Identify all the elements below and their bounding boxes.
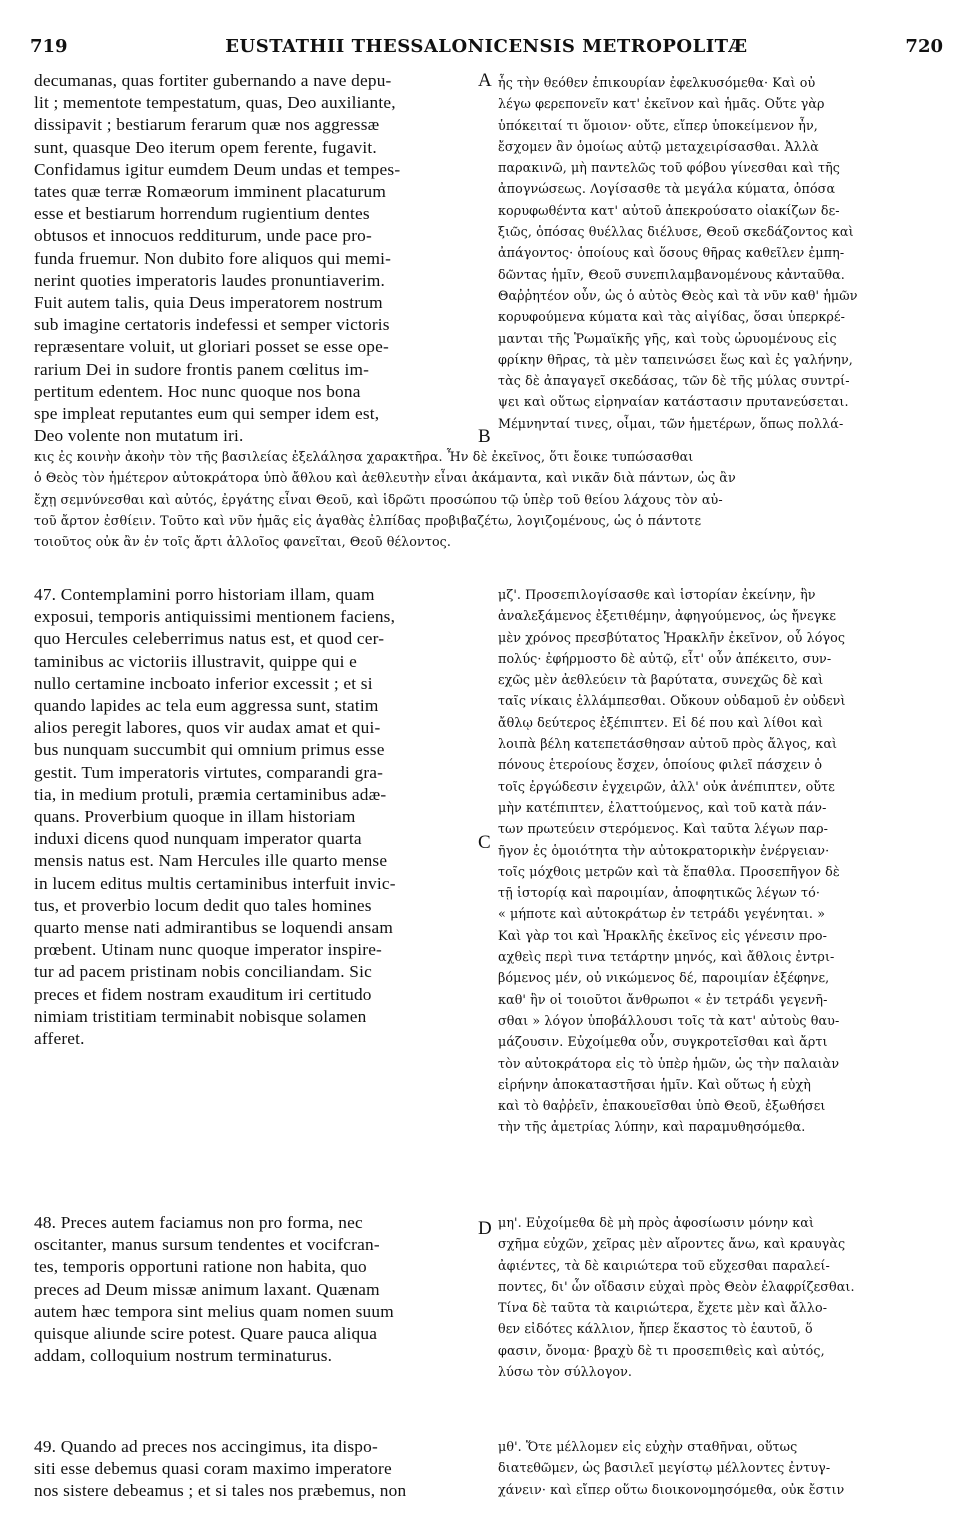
latin-column-section-1: decumanas, quas fortiter gubernando a nave depu- lit ; mementote tempestatum, quas, Deo auxiliante, dissipavit ; bestiarum ferarum quæ nos aggressæ sunt, quasque Deo iterum opem ferente, fugavit. Confidamus igitur eumdem Deum undas et tempes- tates quæ terræ Romæorum imminent placaturum esse et bestiarum horrendum rugientium dentes obtusos et innocuos redditurum, unde pace pro- funda fruemur. Non dubito fore aliquos qui memi- nerint quoties imperatoris laudes pronuntiaverim. Fuit autem talis, quia Deus imperatorem nostrum sub imagine certatoris indefessi et semper victoris repræsentare voluit, ut gloriari posset se esse ope- rarium Dei in sudore frontis panem cœlitus im- pertitum edentem. Hoc nunc quoque nos bona spe impleat reputantes eum qui semper idem est, Deo volente non mutatum iri. bbox=[34, 71, 401, 446]
greek-paragraph-47: μζ'. Προσεπιλογίσασθε καὶ ἱστορίαν ἐκείνην, ἣν ἀναλεξάμενος ἐξετιθέμην, ἀφηγούμενος, ὡς ἤνεγκε μὲν χρόνος πρεσβύτατος Ἡρακλῆν ἐκεῖνον, οὗ λόγος πολύς· ἐφήρμοστο δὲ αὐτῷ, εἶτ' οὖν ἀπέκειτο, συν- εχῶς μὲν ἀεθλεύειν τὰ βαρύτατα, συνεχῶς δὲ καὶ ταῖς νίκαις ἐλλάμπεσθαι. Οὔκουν οὐδαμοῦ ἐν οὐδενὶ ἄθλῳ δεύτερος ἐξέπιπτεν. Εἰ δέ που καὶ λίθοι καὶ λοιπὰ βέλη κατεπετάσθησαν αὐτοῦ πρὸς ἄλγος, καὶ πόνους ἑτεροίους ἔσχεν, ὁποίους φιλεῖ πάσχειν ὁ τοῖς ἐργώδεσιν ἐγχειρῶν, ἀλλ' οὐκ ἀνέπιπτεν, οὔτε μὴν κατέπιπτεν, ἐλαττούμενος, καὶ τοῦ κατὰ πάν- των πρωτεύειν στερόμενος. Καὶ ταῦτα λέγων παρ- ῆγον ἐς ὁμοιότητα τὴν αὐτοκρατορικὴν ἐνέργειαν· τοῖς μόχθοις μετρῶν καὶ τὰ ἔπαθλα. Προσεπῆγον δὲ τῇ ἱστορίᾳ καὶ παροιμίαν, ἀποφητικῶς λέγων τό· « μήποτε καὶ αὐτοκράτωρ ἐν τετράδι γεγένηται. » Καὶ γὰρ τοι καὶ Ἡρακλῆς ἐκεῖνος εἰς γένεσιν προ- αχθεὶς περὶ τινα τετάρτην μηνός, καὶ ἄθλοις ἐντρι- βόμενος μέν, οὐ νικώμενος δέ, παροιμίαν ἐξέφηνε, καθ' ἣν οἱ τοιοῦτοι ἄνθρωποι « ἐν τετράδι γεγενῆ- σθαι » λόγον ὑποβάλλουσι τοῖς τὰ κατ' αὐτοὺς θαυ- μάζουσιν. Εὐχοίμεθα οὖν, συγκροτεῖσθαι καὶ ἄρτι τὸν αὐτοκράτορα εἰς τὸ ὑπὲρ ἡμῶν, ὡς τὴν παλαιὰν εἰρήνην ἀποκαταστῆσαι ἡμῖν. Καὶ οὕτως ἡ εὐχὴ καὶ τὸ θαῤῥεῖν, ἐπακουεῖσθαι ὑπὸ Θεοῦ, ἐξωθήσει τὴν τῆς ἀμετρίας λύπην, καὶ παραμυθησόμεθα. bbox=[498, 587, 846, 1135]
running-title: EUSTATHII THESSALONICENSIS METROPOLITÆ bbox=[225, 36, 748, 57]
running-header bbox=[30, 36, 943, 60]
page-number-left: 719 bbox=[30, 36, 68, 57]
margin-marker-c: C bbox=[478, 832, 491, 853]
margin-marker-b: B bbox=[478, 426, 491, 447]
margin-marker-a: A bbox=[478, 70, 492, 91]
page-number-right: 720 bbox=[905, 36, 943, 57]
margin-marker-d: D bbox=[478, 1218, 492, 1239]
latin-paragraph-49: 49. Quando ad preces nos accingimus, ita dispo- siti esse debemus quasi coram maximo imperatore nos sistere debeamus ; et si tales nos præbemus, non bbox=[34, 1437, 407, 1501]
greek-paragraph-48: μη'. Εὐχοίμεθα δὲ μὴ πρὸς ἀφοσίωσιν μόνην καὶ σχῆμα εὐχῶν, χεῖρας μὲν αἴροντες ἄνω, καὶ κραυγὰς ἀφιέντες, τὰ δὲ καιριώτερα τοῦ εὔχεσθαι παραλεί- ποντες, δι' ὧν οἴδασιν εὐχαὶ πρὸς Θεὸν ἐλαφρίζεσθαι. Τίνα δὲ ταῦτα τὰ καιριώτερα, ἔχετε μὲν καὶ ἄλλο- θεν εἰδότες κάλλιον, ἤπερ ἕκαστος τὸ ἑαυτοῦ, ὅ φασιν, ὄνομα· βραχὺ δὲ τι προσεπιθεὶς καὶ αὐτός, λύσω τὸν σύλλογον. bbox=[498, 1215, 855, 1380]
latin-paragraph-48: 48. Preces autem faciamus non pro forma, nec oscitanter, manus sursum tendentes et vocifcran- tes, temporis opportuni ratione non habita, quo preces ad Deum missæ animum laxant. Quænam autem hæc tempora sint melius quam nomen suum quisque aliunde scire potest. Quare pauca aliqua addam, colloquium nostrum terminaturus. bbox=[34, 1213, 394, 1366]
latin-paragraph-47: 47. Contemplamini porro historiam illam, quam exposui, temporis antiquissimi mentionem faciens, quo Hercules celeberrimus natus est, et quod cer- taminibus ac victoriis illustravit, quippe qui e nullo certamine incboato inferior excessit ; et si quando lapides ac tela eum aggressa sunt, statim alios peregit labores, quos vir audax amat et qui- bus nunquam succumbit qui omnium primus esse gestit. Tum imperatoris virtutes, comparandi gra- tia, in medium protuli, præmia certaminibus adæ- quans. Proverbium quoque in illam historiam induxi dicens quod nunquam imperator quarta mensis natus est. Nam Hercules ille quarto mense in lucem editus multis certaminibus interfuit invic- tus, et proverbio locum dedit quo tales homines quarto mense nati admirantibus se loquendi ansam prœbent. Utinam nunc quoque imperator inspire- tur ad pacem pristinam nobis conciliandam. Sic preces et fidem nostram exauditum iri certitudo nimiam tristitiam terminabit nobisque solamen afferet. bbox=[34, 585, 396, 1049]
greek-paragraph-49: μθ'. Ὅτε μέλλομεν εἰς εὐχὴν σταθῆναι, οὕτως διατεθῶμεν, ὡς βασιλεῖ μεγίστῳ μέλλοντες ἐντυγ- χάνειν· καὶ εἴπερ οὕτω διοικονομησόμεθα, οὐκ ἔστιν bbox=[498, 1439, 845, 1497]
greek-full-width-continuation: κις ἐς κοινὴν ἀκοὴν τὸν τῆς βασιλείας ἐξελάλησα χαρακτῆρα. Ἦν δὲ ἐκεῖνος, ὅτι ἔοικε τυπώσασθαι ὁ Θεὸς τὸν ἡμέτερον αὐτοκράτορα ὑπὸ ἄθλου καὶ ἀεθλευτὴν εἶναι ἀκάμαντα, καὶ νικᾶν διὰ πάντων, ὡς ἂν ἔχῃ σεμνύνεσθαι καὶ αὐτός, ἐργάτης εἶναι Θεοῦ, καὶ ἱδρῶτι προσώπου τῷ ὑπὲρ τοῦ θείου λάχους τὸν αὐ- τοῦ ἄρτον ἐσθίειν. Τοῦτο καὶ νῦν ἡμᾶς εἰς ἀγαθὰς ἐλπίδας προβιβαζέτω, λογιζομένους, ὡς ὁ πάντοτε τοιοῦτος οὐκ ἂν ἐν τοῖς ἄρτι ἀλλοῖος φανεῖται, Θεοῦ θέλοντος. bbox=[34, 449, 736, 550]
greek-column-section-1: ἧς τὴν θεόθεν ἐπικουρίαν ἐφελκυσόμεθα· Καὶ οὐ λέγω φερεπονεῖν κατ' ἐκεῖνον καὶ ἡμᾶς. Οὔτε γὰρ ὑπόκειταί τι ὅμοιον· οὔτε, εἴπερ ὑποκείμενον ἦν, ἔσχομεν ἂν ὁμοίως αὐτῷ μεταχειρίσασθαι. Ἀλλὰ παρακινῶ, μὴ παντελῶς τοῦ φόβου γίνεσθαι καὶ τῆς ἀπογνώσεως. Λογίσασθε τὰ μεγάλα κύματα, ὁπόσα κορυφωθέντα κατ' αὐτοῦ ἀπεκρούσατο οἰακίζων δε- ξιῶς, ὁπόσας θυέλλας διέλυσε, Θεοῦ σκεδάζοντος καὶ ἀπάγοντος· ὁποίους καὶ ὅσους θῆρας καθεῖλεν ἐμπη- δῶντας ἡμῖν, Θεοῦ συνεπιλαμβανομένους κἀνταῦθα. Θαῤῥητέον οὖν, ὡς ὁ αὐτὸς Θεὸς καὶ τὰ νῦν καθ' ἡμῶν κορυφούμενα κύματα καὶ τὰς αἰγίδας, ὅσαι ὑπερκρέ- μανται τῆς Ῥωμαϊκῆς γῆς, καὶ τοὺς ὠρυομένους εἰς φρίκην θῆρας, τὰ μὲν ταπεινώσει ἕως καὶ ἐς γαλήνην, τὰς δὲ ἀπαγαγεῖ σκεδάσας, τῶν δὲ τῆς μύλας συντρί- ψει καὶ οὕτως εἰρηναίαν κατάστασιν πρυτανεύσεται. Μέμνηνταί τινες, οἶμαι, τῶν ἡμετέρων, ὅπως πολλά- bbox=[498, 75, 858, 431]
